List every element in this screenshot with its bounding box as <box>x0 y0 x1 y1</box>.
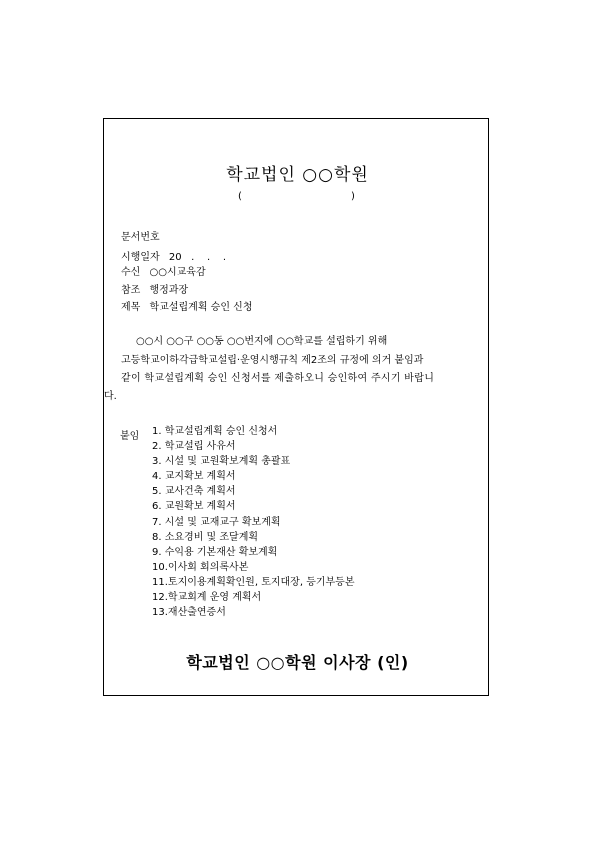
attachment-item: 10.이사회 회의록사본 <box>152 561 249 573</box>
subject-value: 학교설립계획 승인 신청 <box>149 302 253 313</box>
body-line-4: 다. <box>104 391 117 402</box>
date-row <box>121 253 226 263</box>
attachment-item: 3. 시설 및 교원확보계획 총괄표 <box>152 456 291 468</box>
doc-number-label: 문서번호 <box>121 232 160 243</box>
subject-row <box>121 303 252 313</box>
body-line-2: 고등학교이하각급학교설립·운영시행규칙 제2조의 규정에 의거 붙임과 <box>121 355 424 366</box>
title-paren-open: ( <box>238 191 242 202</box>
document-title: 학교법인 ○○학원 <box>226 165 369 185</box>
title-paren-close: ) <box>351 191 355 202</box>
attachment-item: 7. 시설 및 교재교구 확보계획 <box>152 516 281 528</box>
subject-label: 제목 <box>121 302 141 313</box>
date-value: 20 . . . <box>168 252 227 263</box>
attachments-list <box>152 427 355 623</box>
attachment-item: 13.재산출연증서 <box>152 607 226 619</box>
date-label: 시행일자 <box>121 252 160 263</box>
attachment-item: 8. 소요경비 및 조달계획 <box>152 531 259 543</box>
attachment-item: 1. 학교설립계획 승인 신청서 <box>152 426 278 437</box>
attachments-label: 붙임 <box>120 431 140 442</box>
attachment-item: 6. 교원확보 계획서 <box>152 501 236 513</box>
recipient-row <box>121 268 206 278</box>
doc-number-row <box>121 233 166 243</box>
attachment-item: 11.토지이용계획확인원, 토지대장, 등기부등본 <box>152 576 355 588</box>
recipient-label: 수신 <box>121 267 141 278</box>
body-line-1: ○○시 ○○구 ○○동 ○○번지에 ○○학교를 설립하기 위해 <box>136 336 388 347</box>
signature-line: 학교법인 ○○학원 이사장 (인) <box>186 653 409 672</box>
attachment-item: 12.학교회계 운영 계획서 <box>152 592 262 604</box>
recipient-value: ○○시교육감 <box>149 267 206 278</box>
attachment-item: 5. 교사건축 계획서 <box>152 486 236 498</box>
body-line-3: 같이 학교설립계획 승인 신청서를 제출하오니 승인하여 주시기 바랍니 <box>121 373 435 384</box>
attachment-item: 9. 수익용 기본재산 확보계획 <box>152 546 278 558</box>
attachment-item: 4. 교지확보 계획서 <box>152 471 236 483</box>
attachment-item: 2. 학교설립 사유서 <box>152 441 236 453</box>
reference-row <box>121 286 188 296</box>
reference-label: 참조 <box>121 285 141 296</box>
reference-value: 행정과장 <box>149 285 189 296</box>
